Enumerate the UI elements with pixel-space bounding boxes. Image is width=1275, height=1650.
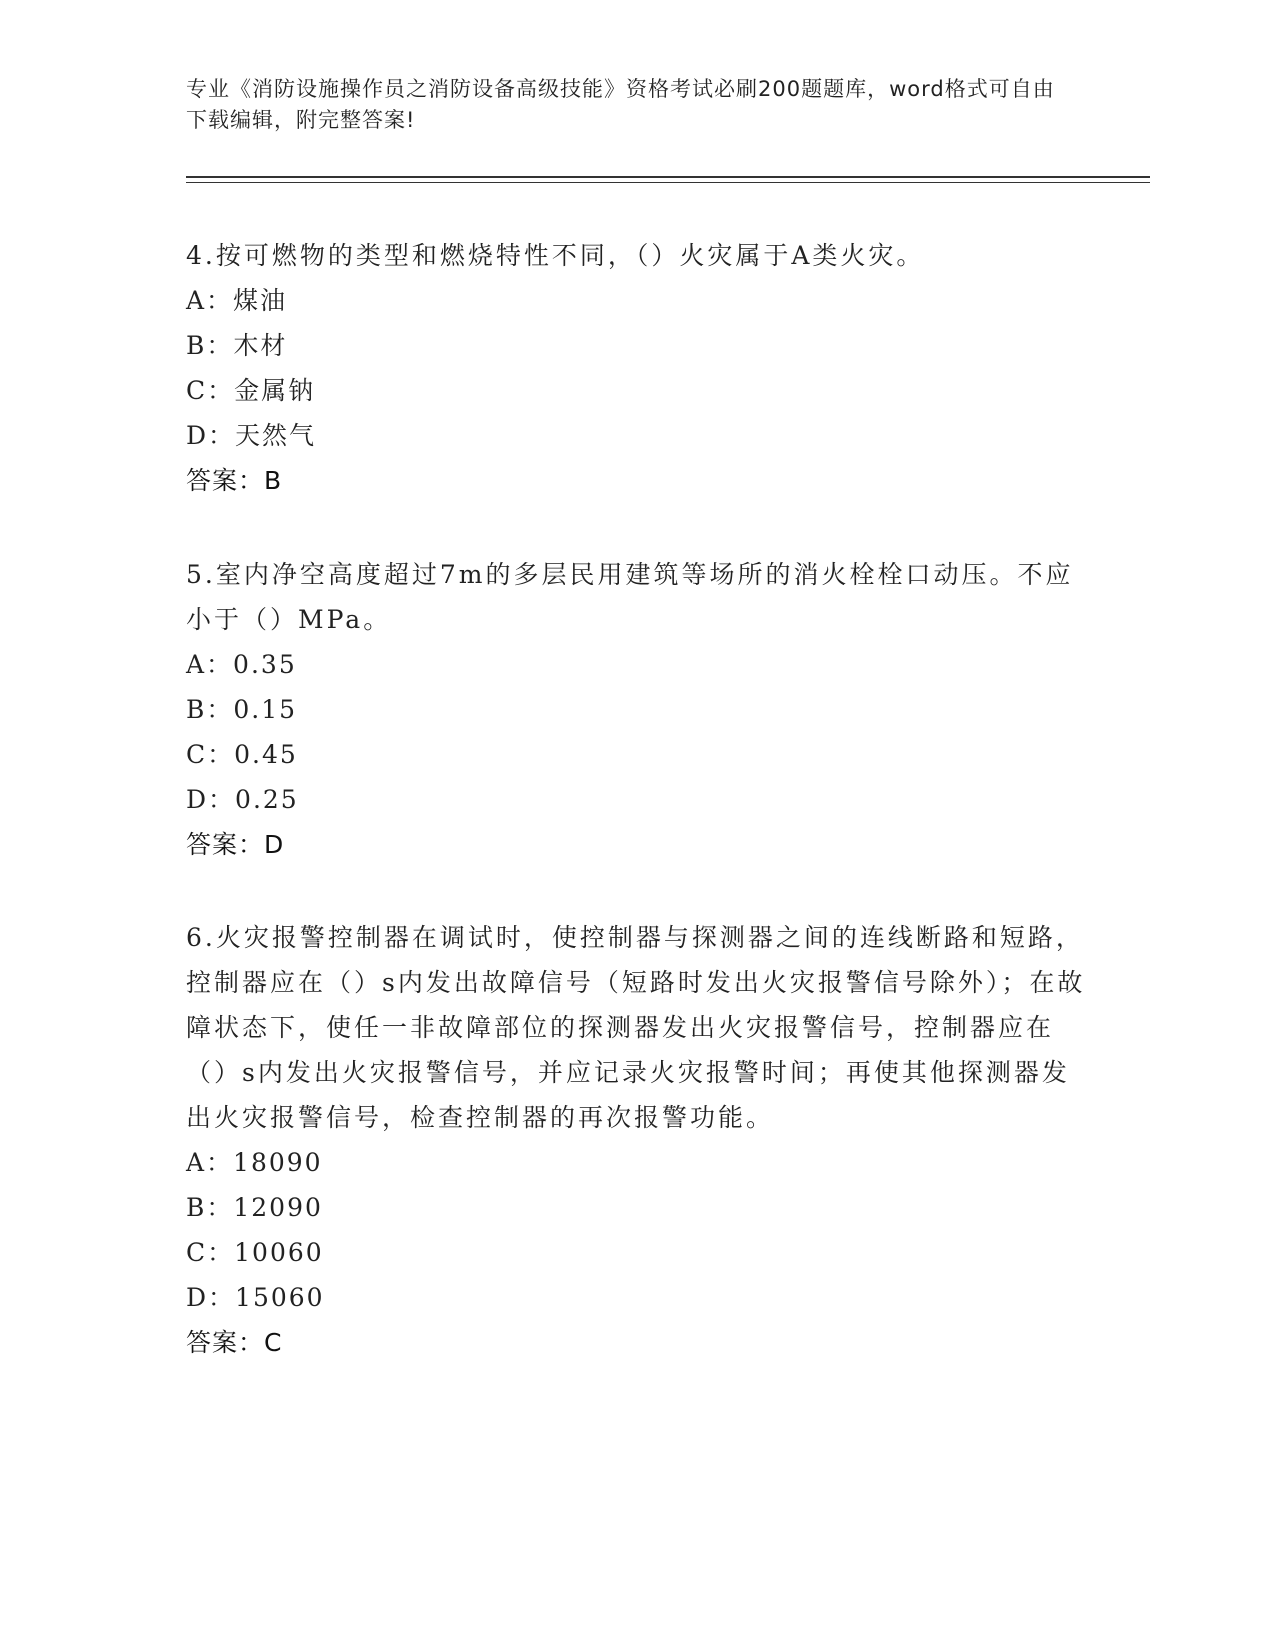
question-6 — [186, 915, 1086, 1365]
option-b: B：12090 — [186, 1193, 323, 1222]
option-a: A：0.35 — [186, 650, 297, 679]
answer-line: 答案：D — [186, 830, 285, 859]
option-a: A：煤油 — [186, 286, 288, 315]
question-stem: 6.火灾报警控制器在调试时，使控制器与探测器之间的连线断路和短路，控制器应在（）s内发出故障信号（短路时发出火灾报警信号除外）；在故障状态下，使任一非故障部位的探测器发出火灾报警信号，控制器应在（）s内发出火灾报警信号，并应记录火灾报警时间；再使其他探测器发出火灾报警信号，检查控制器的再次报警功能。 — [186, 923, 1086, 1132]
option-c: C：10060 — [186, 1238, 324, 1267]
document-header: 专业《消防设施操作员之消防设备高级技能》资格考试必刷200题题库，word格式可自由下载编辑，附完整答案! — [186, 77, 1055, 132]
question-5 — [186, 552, 1086, 867]
option-a: A：18090 — [186, 1148, 323, 1177]
option-d: D：天然气 — [186, 421, 317, 450]
option-b: B：木材 — [186, 331, 288, 360]
question-stem: 4.按可燃物的类型和燃烧特性不同，（）火灾属于A类火灾。 — [186, 241, 925, 270]
question-4 — [186, 233, 1086, 503]
header-divider-thick — [186, 176, 1150, 178]
option-c: C：金属钠 — [186, 376, 316, 405]
option-d: D：0.25 — [186, 785, 299, 814]
option-b: B：0.15 — [186, 695, 298, 724]
option-c: C：0.45 — [186, 740, 298, 769]
option-d: D：15060 — [186, 1283, 325, 1312]
header-divider-thin — [186, 182, 1150, 183]
answer-line: 答案：C — [186, 1328, 283, 1357]
answer-line: 答案：B — [186, 466, 283, 495]
question-stem: 5.室内净空高度超过7m的多层民用建筑等场所的消火栓栓口动压。不应小于（）MPa。 — [186, 560, 1074, 634]
